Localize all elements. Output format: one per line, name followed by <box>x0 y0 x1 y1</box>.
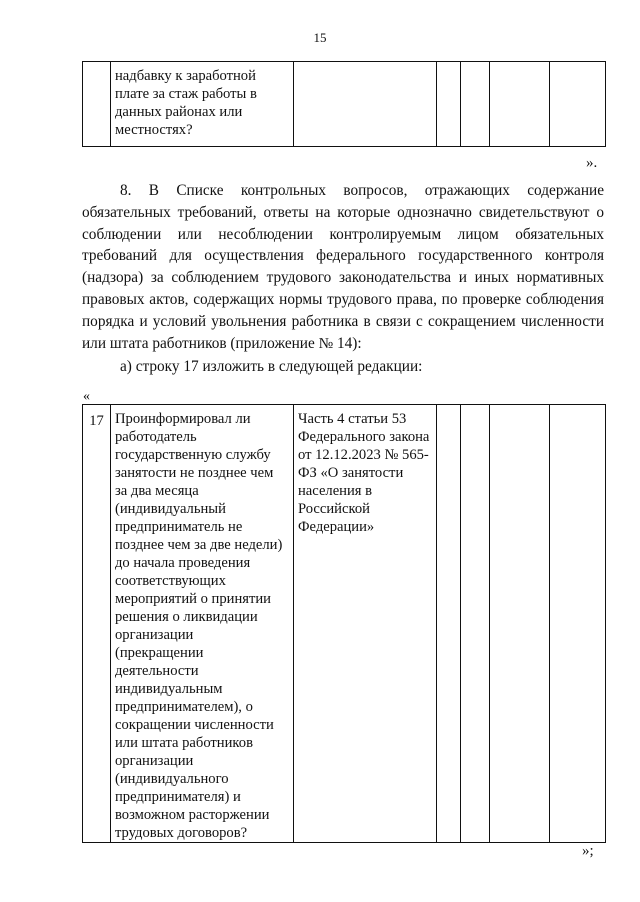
table-cell-note <box>550 62 606 147</box>
table-cell-no <box>461 405 490 843</box>
table-cell-question <box>111 62 294 147</box>
table-cell-note <box>550 405 606 843</box>
table-cell-reference <box>294 62 437 147</box>
table-cell-no <box>461 62 490 147</box>
table-cell-na <box>490 405 550 843</box>
question-text: надбавку к заработной плате за стаж работы в данных районах или местностях? <box>115 68 257 138</box>
table-cell-yes <box>437 405 461 843</box>
paragraph-8: 8. В Списке контрольных вопросов, отражающих содержание обязательных требований, ответы на которые однозначно свидетельствуют о соблюдении или несоблюдении контролируемым лицом обязательных требований для осуществления федерального государственного контроля (надзора) за соблюдением трудового законодательства и иных нормативных правовых актов, содержащих нормы трудового права, по проверке соблюдения порядка и условий увольнения работника в связи с сокращением численности или штата работников (приложение № 14): <box>82 182 604 352</box>
opening-quote: « <box>83 389 90 404</box>
table-cell-question <box>111 405 294 843</box>
table-cell-number <box>83 62 111 147</box>
table-continuation <box>82 61 606 147</box>
reference-text: Часть 4 статьи 53 Федерального закона от 12.12.2023 № 565- ФЗ «О занятости населения в Российской Федерации» <box>298 411 430 535</box>
closing-quote: ». <box>586 155 598 171</box>
table-row <box>83 62 606 147</box>
table-cell-number <box>83 405 111 843</box>
table-cell-na <box>490 62 550 147</box>
table-row-17 <box>82 404 606 843</box>
subparagraph-a: а) строку 17 изложить в следующей редакции: <box>120 358 423 375</box>
table-cell-reference <box>294 405 437 843</box>
question-text: Проинформировал ли работодатель государственную службу занятости не позднее чем за два месяца (индивидуальный предприниматель не позднее чем за две недели) до начала проведения соответствующих мероприятий о принятии решения о ликвидации организации (прекращении деятельности индивидуальным предпринимателем), о сокращении численности или штата работников организации (индивидуального предпринимателя) и возможном расторжении трудовых договоров? <box>115 411 283 841</box>
table-row <box>83 405 606 843</box>
closing-quote-semicolon: »; <box>582 843 594 859</box>
table-cell-yes <box>437 62 461 147</box>
page-number: 15 <box>313 30 327 45</box>
row-number: 17 <box>89 413 104 429</box>
